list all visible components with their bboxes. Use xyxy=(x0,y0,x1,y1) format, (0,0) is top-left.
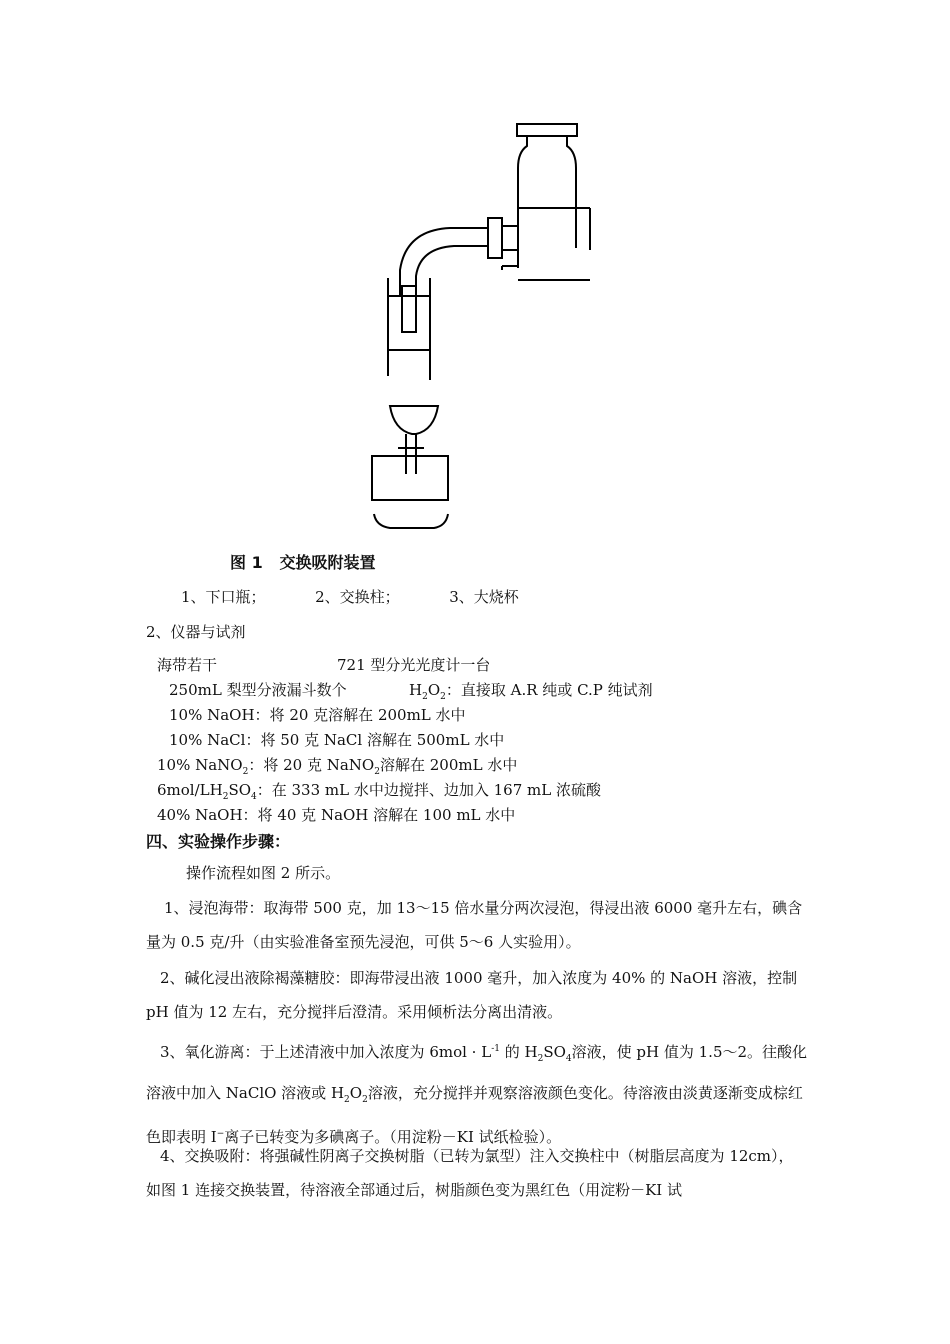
reagent-nano2: 10% NaNO$_2$：将 20 克 NaNO$_2$溶解在 200mL 水中 xyxy=(157,756,518,777)
figure-legend xyxy=(181,586,519,607)
reagent-h2o2: $H_2O_2$：直接取 A.R 纯或 C.P 纯试剂 xyxy=(409,681,653,702)
funnel xyxy=(390,406,438,434)
step-3: 3、氧化游离：于上述清液中加入浓度为 $6mol \cdot L^{-1}$ 的 $H_2SO_4$溶液，使 pH 值为 1.5～2。往酸化溶液中加入 NaClO 溶液或 $H_2O_2$溶液，充分搅拌并观察溶液颜色变化。待溶液由淡黄逐渐变成棕红色即表明 I−离子已转变为多碘离子。（用淀粉－KI 试纸检验）。 xyxy=(146,1043,808,1146)
bottle-neck xyxy=(518,136,527,208)
reagent-seaweed: 海带若干 xyxy=(157,656,218,674)
step-1: 1、浸泡海带：取海带 500 克，加 13～15 倍水量分两次浸泡，得浸出液 6000 毫升左右，碘含量为 0.5 克/升（由实验准备室预先浸泡，可供 5～6 人实验用）。 xyxy=(146,899,803,951)
legend-item-1: 1、下口瓶； xyxy=(181,588,266,606)
reagent-naoh-40: 40% NaOH：将 40 克 NaOH 溶解在 100 mL 水中 xyxy=(157,806,516,824)
column-insert xyxy=(402,286,416,332)
outlet-connector xyxy=(488,218,502,258)
beaker xyxy=(372,456,448,500)
section2-title: 2、仪器与试剂 xyxy=(146,623,246,641)
bottle-body xyxy=(518,168,576,258)
figure-label: 图 1 xyxy=(230,553,263,572)
reagent-funnel: 250mL 梨型分液漏斗数个 xyxy=(169,681,347,699)
reagent-naoh-10: 10% NaOH：将 20 克溶解在 200mL 水中 xyxy=(169,706,466,724)
reagent-h2so4: $6mol/LH_2SO_4$：在 333 mL 水中边搅拌、边加入 167 mL 浓硫酸 xyxy=(157,781,601,802)
exchange-apparatus-diagram xyxy=(360,118,600,538)
section4-title: 四、实验操作步骤： xyxy=(146,832,291,851)
figure-caption xyxy=(230,550,375,573)
reagent-spectrophotometer: 721 型分光光度计一台 xyxy=(337,656,491,674)
bottle-stopper xyxy=(517,124,577,136)
legend-item-2: 2、交换柱； xyxy=(315,588,400,606)
legend-item-3: 3、大烧杯 xyxy=(449,588,519,606)
figure-title: 交换吸附装置 xyxy=(279,553,376,572)
step-2: 2、碱化浸出液除褐藻糖胶：即海带浸出液 1000 毫升，加入浓度为 40% 的 NaOH 溶液，控制 pH 值为 12 左右，充分搅拌后澄清。采用倾析法分离出清液。 xyxy=(146,969,798,1021)
section4-intro: 操作流程如图 2 所示。 xyxy=(186,864,341,882)
reagent-nacl-10: 10% NaCl：将 50 克 NaCl 溶解在 500mL 水中 xyxy=(169,731,505,749)
step-4: 4、交换吸附：将强碱性阴离子交换树脂（已转为氯型）注入交换柱中（树脂层高度为 12cm），如图 1 连接交换装置，待溶液全部通过后，树脂颜色变为黑红色（用淀粉－KI 试 xyxy=(146,1147,794,1199)
